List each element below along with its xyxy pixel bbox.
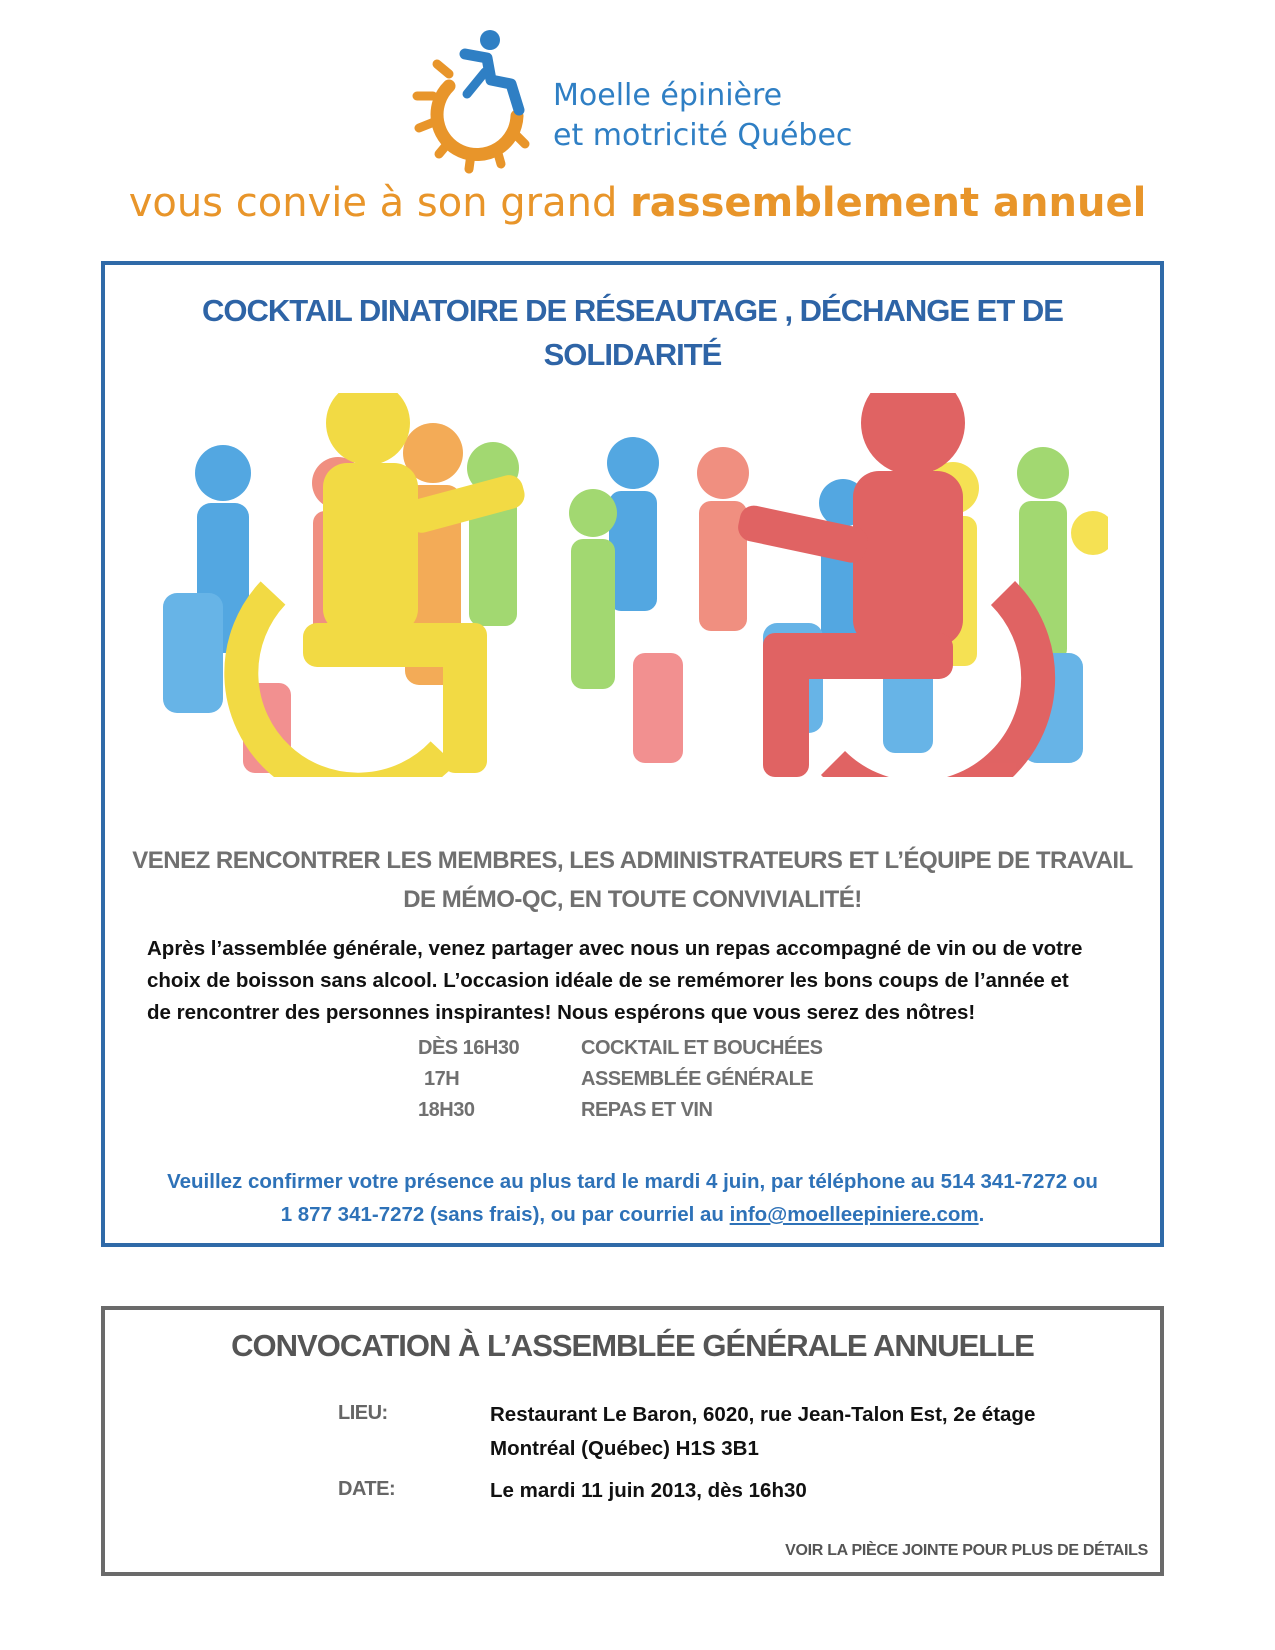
invitation-tagline [0, 180, 1275, 226]
description-line-2: choix de boisson sans alcool. L’occasion idéale de se remémorer les bons coups de l’année et [147, 969, 1069, 992]
event-subheading [125, 841, 1140, 919]
organization-name-line-1: Moelle épinière [553, 78, 783, 113]
paper-people-illustration [163, 393, 1108, 777]
rsvp-instructions [135, 1165, 1130, 1231]
subheading-line-2: DE MÉMO-QC, EN TOUTE CONVIVIALITÉ! [403, 886, 862, 913]
date-label: DATE: [338, 1478, 396, 1500]
organization-name [553, 76, 852, 156]
subheading-line-1: VENEZ RENCONTRER LES MEMBRES, LES ADMINISTRATEURS ET L’ÉQUIPE DE TRAVAIL [132, 847, 1133, 874]
tagline-bold: rassemblement annuel [630, 180, 1147, 226]
schedule-activity: ASSEMBLÉE GÉNÉRALE [581, 1068, 814, 1090]
wheelchair-sun-logo-icon [407, 24, 557, 174]
location-line-1: Restaurant Le Baron, 6020, rue Jean-Talon Est, 2e étage [490, 1403, 1036, 1426]
schedule-activity: COCKTAIL ET BOUCHÉES [581, 1037, 823, 1059]
event-title-line-1: COCKTAIL DINATOIRE DE RÉSEAUTAGE , DÉCHANGE ET DE [202, 293, 1063, 328]
location-line-2: Montréal (Québec) H1S 3B1 [490, 1437, 759, 1460]
cocktail-event-box [101, 261, 1164, 1247]
location-label: LIEU: [338, 1402, 388, 1424]
description-line-1: Après l’assemblée générale, venez partager avec nous un repas accompagné de vin ou de votre [147, 937, 1083, 960]
rsvp-line-2-text: 1 877 341-7272 (sans frais), ou par courriel au [280, 1203, 730, 1226]
schedule-time: 17H [424, 1068, 460, 1090]
event-description [147, 933, 1137, 1029]
rsvp-email-link[interactable]: info@moelleepiniere.com [729, 1203, 979, 1226]
schedule-time: 18H30 [418, 1099, 475, 1121]
attachment-note: VOIR LA PIÈCE JOINTE POUR PLUS DE DÉTAILS [785, 1542, 1148, 1559]
date-value: Le mardi 11 juin 2013, dès 16h30 [490, 1479, 807, 1502]
organization-name-line-2: et motricité Québec [553, 118, 853, 153]
convocation-title: CONVOCATION À L’ASSEMBLÉE GÉNÉRALE ANNUELLE [231, 1328, 1034, 1363]
agm-convocation-box [101, 1306, 1164, 1576]
event-title-line-2: SOLIDARITÉ [543, 337, 722, 372]
organization-logo [407, 24, 867, 184]
rsvp-line-2 [135, 1198, 1130, 1231]
location-value [490, 1398, 1035, 1466]
schedule-time: DÈS 16H30 [418, 1037, 520, 1059]
event-title [145, 289, 1120, 377]
description-line-3: de rencontrer des personnes inspirantes! Nous espérons que vous serez des nôtres! [147, 1001, 976, 1024]
tagline-regular: vous convie à son grand [128, 180, 631, 226]
rsvp-line-2-end: . [978, 1203, 985, 1226]
schedule-activity: REPAS ET VIN [581, 1099, 713, 1121]
rsvp-line-1: Veuillez confirmer votre présence au plus tard le mardi 4 juin, par téléphone au 514 341-7272 ou [167, 1170, 1098, 1193]
